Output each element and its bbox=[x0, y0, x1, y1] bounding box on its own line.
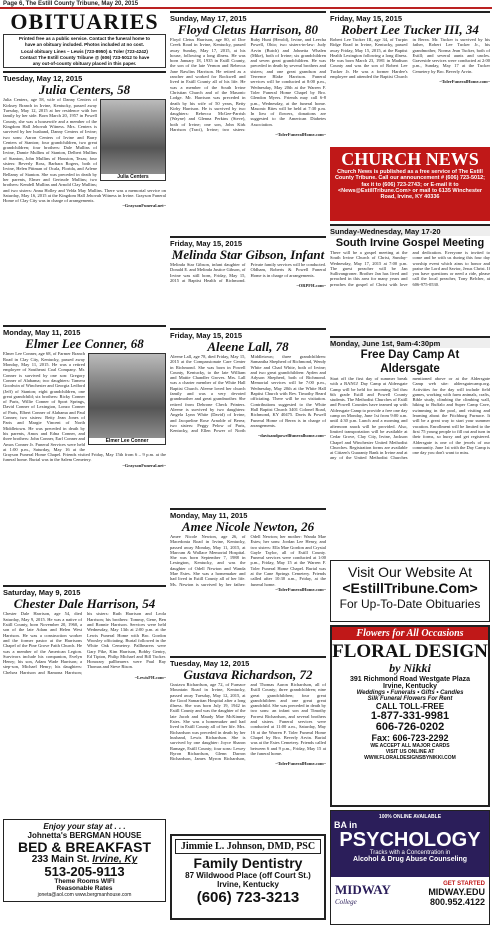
obituary-signature: ~GraysonFuneral.net~ bbox=[122, 203, 166, 209]
obituary-name: Floyd Cletus Harrison, 80 bbox=[177, 22, 319, 37]
church-news-box bbox=[330, 147, 490, 221]
obituary-gustava-richardson bbox=[170, 656, 326, 834]
notice-line: have an obituary included. Photos included at no cost. bbox=[24, 42, 145, 48]
dentist-ad bbox=[170, 834, 326, 920]
obituary-text: Robert Lee Tucker III, age 34, of Turpin Ridge Road in Irvine, Kentucky, passed away Friday, May 15, 2015, at the Baptist Health Lexington following a long illness. He was born March 23, 1981 in Madison County and was the son of Robert Lee Tucker Jr. He was a former Hardee's employee and attended the Baptist Church in Berea. Mr. Tucker is survived by his father, Robert Lee Tucker Jr., his grandmother, Norma Jean Tucker, both of Estill; and several aunts and uncles. Graveside services were conducted at 2:00 p.m., Sunday, May 17 at the Tucker Cemetery by Bro. Beverly Arvin. bbox=[330, 37, 490, 80]
obituary-signature: ~TolerFuneralHome.com~ bbox=[275, 761, 326, 767]
obituaries-title: OBITUARIES bbox=[10, 11, 159, 34]
obituary-name: Elmer Lee Conner, 68 bbox=[25, 336, 144, 352]
obituary-signature: ~TolerFuneralHome.com~ bbox=[439, 79, 490, 85]
obituary-floyd-harrison bbox=[170, 11, 326, 236]
floral-line: Weddings • Funerals • Gifts • Candles bbox=[356, 690, 464, 696]
obituary-signature: ~GraysonFuneral.net~ bbox=[122, 462, 166, 468]
ad-phone: 513-205-9113 bbox=[44, 864, 125, 880]
ad-web[interactable]: joneta@aol.com www.bergmanhouse.com bbox=[37, 892, 132, 899]
ad-line: Enjoy your stay at . . . bbox=[43, 822, 126, 832]
psychology-ad bbox=[330, 810, 490, 925]
obituary-name: Aleene Lall, 78 bbox=[207, 339, 289, 354]
ad-line: Johnetta's BERGMAN HOUSE bbox=[27, 831, 142, 841]
photo-caption: Julia Centers bbox=[101, 174, 165, 180]
obituary-signature: ~LewisFH.com~ bbox=[134, 675, 166, 681]
column-2 bbox=[170, 11, 326, 932]
obituary-date: Friday, May 15, 2015 bbox=[170, 236, 326, 248]
church-news-text: Church News is published as a free service of The Estill County Tribune. Call our announcement # (606) 723-5012; fax it to (606) 723-2743; or E-mail it to <News@EstillTribune.Com> or mail to 6135 Winchester Road, Irvine, KY 40336 bbox=[334, 169, 486, 201]
dentist-address: 87 Wildwood Place (off Court St.) bbox=[185, 871, 311, 880]
event-text: There will be a gospel meeting at the South Irvine Church of Christ, Sunday-Wednesday, May 17, 2015 at 7:00 p.m. The guest preacher will be Jan Sullivangroner. Brother Jan has lived and preached in this area for many years and preaches the gospel of Christ with love and dedication. Everyone is invited to come and be with us during this four day worship event which aims to honor and praise the Lord and Savior, Jesus Christ. If you have questions or need a ride, please call the local preacher, Tony Belcher, at 606-975-0530. bbox=[330, 250, 490, 287]
obituary-name: Melinda Star Gibson, Infant bbox=[171, 247, 325, 262]
floral-city: Irvine, Kentucky bbox=[382, 683, 438, 690]
notice-line: Printed free as a public service. Contact the funeral home to bbox=[18, 36, 151, 41]
floral-address: 391 Richmond Road Westgate Plaza bbox=[349, 676, 471, 683]
obituary-date: Monday, May 11, 2015 bbox=[170, 508, 326, 520]
floral-call: CALL TOLL-FREE bbox=[375, 702, 445, 711]
gospel-meeting bbox=[330, 224, 490, 336]
photo-julia-centers bbox=[100, 99, 166, 181]
obituary-amee-newton bbox=[170, 508, 326, 656]
obituary-date: Tuesday, May 12, 2015 bbox=[3, 71, 166, 83]
bed-and-breakfast-ad bbox=[3, 819, 166, 902]
obituary-text: Melinda Star Gibson, infant daughter of Donald E. and Melinda Justice Gibson, of Irvine was still born, Friday, May 15, 2015 at Baptist Health of Richmond. Private family services will be conducted. Oldham, Roberts & Powell Funeral Home is in charge of arrangements. bbox=[170, 262, 326, 283]
obituary-date: Friday, May 15, 2015 bbox=[330, 11, 490, 23]
website-promo bbox=[330, 560, 490, 622]
psych-web[interactable]: MIDWAY.EDU bbox=[428, 887, 485, 897]
obituary-date: Sunday, May 17, 2015 bbox=[170, 11, 326, 23]
page-header: Page 6, The Estill County Tribune, May 20, 2015 bbox=[0, 0, 492, 9]
floral-name2: by Nikki bbox=[389, 661, 431, 675]
ad-address: 233 Main St. bbox=[31, 854, 90, 866]
event-date: Monday, June 1st, 9am-4:30pm bbox=[330, 336, 490, 348]
obituary-aleene-lall bbox=[170, 328, 326, 508]
event-title: Free Day Camp At Aldersgate bbox=[360, 349, 460, 375]
obituary-text: Julia Centers, age 58, wife of Danny Centers of Kirksey Branch in Irvine, Kentucky, passed away Tuesday, May 12, 2015 at her residence with her family by her side. Born March 20, 1957 in Powell County, she was a housewife and a member of the Kingdom Hall Jehovah Witness. Mrs. Centers is survived by her husband, Danny Centers of Irvine; two sons: Aaron Centers of Irvine and Barry Centers of Stanton; four grandchildren, two great grandchildren; four brothers: Dale Mullins of Irvine, Damie Mullins of Stanton, Delbert Mullins of Stanton, John Mullins of Houston, Texas; four sisters: Beverly Ross, Barbara Rogers, both of Irvine, Helen Pittman of Ocala, Florida, and Arlene Bellamy of Stanton. She was preceded in death by her parents, Elmer and Gertrude Mullins; two brothers: Kendell Mullins and Arnold Clay Mullins; and two sisters: Anna Holley and Velda May Mullins. There was a memorial service on Saturday, May 16, 2015 at the Kingdom Hall Jehovah Witness in Irvine. Grayson Funeral Home of Clay City was in charge of arrangements. bbox=[3, 97, 166, 204]
obituary-melinda-gibson bbox=[170, 236, 326, 328]
promo-line: For Up-To-Date Obituaries bbox=[339, 597, 481, 611]
obituary-text: Floyd Cletus Harrison, age 80, of Doe Creek Road in Irvine, Kentucky, passed away Sunday, May 17, 2015, at his house, following a long illness. He was born January 18, 1935 in Estill County, the son of the late Vernon and Rebecca Jane Rawlins Harrison. He retired as a rancher and worked for Rockwell and lived in Estill County all of his life. He was a member of the South Irvine Christian Church and of the Masonic Lodge. Mr. Harrison was preceded in death by his wife of 50 years, Betty Kirby Harrison. He is survived by two daughters: Rebecca McGee-Parrish (Wayne) and Glenna Perkins (Steve), both of Irvine; one son, John Kirk Harrison (Traci), Irvine; two sisters: Ruby Hunt (Herold), Irvine, and Leecha Powell, Ohio; two sisters-in-law: Judy Arvin (Butch) and Johnetta Whalen (Mike), both of Irvine; six grandchildren and seven great grandchildren. He was preceded in death by several brothers and sisters; and one great grandson and Terrence Blake Harrison. Funeral services will be conducted at 8:00 p.m., Wednesday, May 20th at the Warren F. Toler Funeral Home Chapel by Bro. Glendon Myers. Friends may call 6-8 p.m., Wednesday, at the funeral home. Masonic Rites will be held at 7:30 p.m. In lieu of flowers, donations are suggested to the American Diabetes Association. bbox=[170, 37, 326, 133]
obituary-julia-centers bbox=[3, 71, 166, 325]
obituary-name: Julia Centers, 58 bbox=[38, 82, 131, 98]
obituary-chester-harrison bbox=[3, 585, 166, 819]
psych-line: Tracks with a Concentration in bbox=[369, 850, 451, 856]
college-logo: MIDWAY bbox=[335, 882, 391, 897]
floral-cards: WE ACCEPT ALL MAJOR CARDS bbox=[370, 743, 450, 749]
dentist-city: Irvine, Kentucky bbox=[217, 880, 279, 889]
column-3 bbox=[330, 11, 490, 932]
obituary-name: Chester Dale Harrison, 54 bbox=[13, 596, 156, 612]
obituary-text: Chester Dale Harrison, age 54, died Saturday, May 9, 2015. He was a native of Estill County, born November 20, 1960, a son of the late Adam and Helen West Harrison. He was a construction worker and the former pastor at the Harrisons Chapel of the Pine Grove Faith Church. He was a member of the American Legion. Survivors include his companion, Evelyn Henry; his son, Adam Wade Harrison; a step-son, Michael Henry; his daughters: Chelsea Harrison and Ramona Harrison; his sisters: Ruth Harrison and Leola Harrison; his brothers: Tommy, Gene, Ben and Ronnie Harrison. Services were held Wednesday, May 13th at 2:00 p.m. at the Lewis Funeral Home with Bro. Gordon Woosley officiating. Burial followed in the White Oak Cemetery. Pallbearers were Gary Pike, Kim Harrison, Bobby Gentry, Ed Tipton, Philip Michael and Bill Tucker. Honorary pallbearers were Paul Ray Thomas and Steve Rison. bbox=[3, 611, 166, 675]
obituary-elmer-conner bbox=[3, 325, 166, 585]
floral-web-label: VISIT US ONLINE AT bbox=[385, 749, 435, 755]
psych-ba: BA in bbox=[334, 820, 358, 830]
obituary-signature: ~TolerFuneralHome.com~ bbox=[275, 586, 326, 592]
floral-silk: Silk Funeral Flowers For Rent bbox=[367, 696, 453, 702]
aldersgate-day-camp bbox=[330, 336, 490, 558]
ad-line: Theme Rooms WIFI bbox=[54, 878, 115, 886]
floral-fax: Fax: 606-723-2292 bbox=[371, 733, 449, 743]
ad-city: Irvine, Ky bbox=[92, 854, 138, 866]
dentist-phone: (606) 723-3213 bbox=[196, 889, 300, 906]
obituary-name: Gustava Richardson, 72 bbox=[183, 667, 313, 682]
floral-phone: 606-726-0202 bbox=[375, 721, 445, 733]
floral-phone: 1-877-331-9981 bbox=[370, 710, 450, 722]
obituary-name: Amee Nicole Newton, 26 bbox=[181, 519, 315, 534]
obituary-date: Saturday, May 9, 2015 bbox=[3, 585, 166, 597]
psych-cta[interactable]: GET STARTED bbox=[443, 881, 485, 887]
floral-url[interactable]: WWW.FLORALDESIGNSBYNIKKI.COM bbox=[364, 755, 456, 761]
photo-elmer-conner bbox=[88, 353, 166, 445]
notice-line: Local obituary Lines – Lewis (723-8950) & Toler (723-4242) bbox=[21, 48, 148, 54]
notice-line: Contact The Estill County Tribune @ (606) 723-5012 to have bbox=[19, 54, 150, 60]
obituary-text: Amee Nicole Newton, age 26, of Macedonia Road in Irvine, Kentucky, passed away Monday, May 11, 2015, at Marcum & Wallace Memorial Hospital. She was born September 7, 1988 in Lexington, Kentucky, and was the daughter of Odell Newton and Wanda Mae Estes. She was a homemaker and had lived in Estill County all of her life. Ms. Newton is survived by her father: Odell Newton; her mother: Wanda Mae Estes; her sons: Jordan Lee Henry, and two sisters: Ella Mae Gordon and Crystal Gayle Taylor, all of Estill County. Funeral services were conducted at 1:00 p.m., Friday, May 15 at the Warren F. Toler Funeral Home Chapel. Burial was at the Cane Springs Cemetery. Friends called after 10:30 a.m., Friday, at the funeral home. bbox=[170, 534, 326, 587]
obituary-signature: ~davisandpowellfuneralhome.com~ bbox=[257, 433, 326, 439]
obituary-signature: ~ORPFH.com~ bbox=[296, 283, 326, 289]
event-title: South Irvine Gospel Meeting bbox=[335, 237, 485, 249]
floral-design-ad bbox=[330, 625, 490, 807]
obituary-robert-tucker bbox=[330, 11, 490, 147]
promo-line: Visit Our Website At bbox=[348, 564, 472, 580]
obituary-date: Friday, May 15, 2015 bbox=[170, 328, 326, 340]
obituary-text: Elmer Lee Conner, age 68, of Farmer Branch Road in Clay City, Kentucky, passed away Monday, May 11, 2015. He was a retired employee of Southeast Coal Company. Mr. Conner is survived by one son: Gregory Conner of Alabama; two daughters: Tamera Goodwin of Winchester and Georgia Ledford (Jeff) of Stanton; eight grandchildren, one great grandchild; six brothers: Ricky Conner of Paris, Willie Conner of Sport Springs, David Conner of Lexington, Lonzo Conner of Paris, Elbert Conner of Alabama and Paul Conner; two sisters: Betty Jean Jones of Paris and Margie Vincent of North Middletown. He was preceded in death by his parents, Amos and Edna Conner, and three brothers: John Conner, Earl Conner and Amos Conner Jr. Funeral Services were held at 1:00 p.m., Saturday, May 16 at the Grayson Funeral Home Chapel. Friends visited Friday, May 15th from 6 – 9 p.m. at the funeral home. Burial was in the Salem Cemetery. bbox=[3, 351, 166, 463]
obituary-date: Monday, May 11, 2015 bbox=[3, 325, 166, 337]
ad-line: Reasonable Rates bbox=[56, 885, 113, 893]
obituary-text: Gustava Richardson, age 72, of Furnace Mountain Road in Irvine, Kentucky, passed away Tuesday, May 12, 2015, at the Good Samaritan Hospital after a long illness. She was born July 19, 1942 in Estill County and was the daughter of the late Jacob and Maudy Mae McKinney Estes. She was a homemaker and had lived in Estill County all of her life. Mrs. Richardson was preceded in death by her husband, Lewis Richardson. She is survived by one daughter: Joyce Sharon Ramage, Estill County; four sons: Lewey Byron Richardson, Glenn Darron Richardson, James Myron Richardson, and Thomas Aaron Richardson, all of Estill County; three grandchildren; nine great grandchildren; four great grandchildren and one great great grandchild. She was preceded in death by two sons: an infant son and Timothy Forrest Richardson, and several brothers and sisters. Funeral services were conducted at 11:00 a.m., Saturday, May 16 at the Warren F. Toler Funeral Home Chapel by Bro. Beverly Arvin. Burial was at the Estes Cemetery. Friends called between 6 and 9 p.m., Friday, May 15 at the funeral home. bbox=[170, 682, 326, 762]
obituary-notice bbox=[3, 34, 166, 68]
floral-top: Flowers for All Occasions bbox=[332, 627, 488, 640]
psych-small: 100% ONLINE AVAILABLE bbox=[378, 814, 442, 820]
obituary-text: Aleene Lall, age 78, died Friday, May 15, 2015 at the Compassionate Care Center in Richmond. She was born in Powell County, Kentucky, to the late William and Mattie Chandler Groves. Mrs. Lall was a charter member of the White Hall Baptist Church. Aleene loved her church family and was a very devoted grandmother and great grandmother. She retired from Dehrone Check Printers. Aleene is survived by two daughters: Angela Lynn White (David) of Irvine, and Jacqueline Rose Arnolde of Berea; two sisters: Peggy Pelow of Paris, Kentucky, and Ellen Power of North Middletown; three grandchildren: Samantha Shepherd of Richmond, Wendy White and Chad White, both of Irvine; and two great grandchildren: Ayden and Adyson Shepherd, both of Richmond. Memorial services will be 7:00 p.m., Wednesday, May 20th at the White Hall Baptist Church with Rev. Timothy Beard officiating. There will be no visitation. Contributions suggested to the White Hall Baptist Church 3401 Colonel Road, Richmond, KY 40475. Davis & Powell Funeral Home of Berea is in charge of arrangements. bbox=[170, 354, 326, 434]
photo-caption: Elmer Lee Conner bbox=[89, 438, 165, 444]
event-date: Sunday-Wednesday, May 17-20 bbox=[330, 224, 490, 236]
obituary-date: Tuesday, May 12, 2015 bbox=[170, 656, 326, 668]
college-logo-sub: College bbox=[335, 898, 357, 906]
notice-line: any out-of-county obituary placed in this paper. bbox=[32, 61, 137, 67]
dentist-line: Family Dentistry bbox=[193, 855, 303, 871]
ad-line: BED & BREAKFAST bbox=[17, 839, 151, 856]
obituary-name: Robert Lee Tucker III, 34 bbox=[341, 22, 479, 37]
church-news-title: CHURCH NEWS bbox=[341, 149, 479, 169]
promo-url[interactable]: <EstillTribune.Com> bbox=[342, 580, 478, 596]
floral-name: FLORAL DESIGN bbox=[332, 641, 488, 662]
psych-title: PSYCHOLOGY bbox=[339, 829, 481, 851]
column-1 bbox=[3, 11, 166, 932]
psych-phone: 800.952.4122 bbox=[429, 897, 485, 907]
obituary-signature: ~TolerFuneralHome.com~ bbox=[275, 132, 326, 138]
dentist-name: Jimmie L. Johnson, DMD, PSC bbox=[175, 839, 321, 854]
event-text: Start off the first day of summer break with a BANG! Day Camp at Aldersgate Camp will be held for incoming 3rd thru 6th grade Estill and Powell County students. The Methodist Churches of Estill and Powell Counties have teamed up with Aldersgate Camp to provide a free one day camp on Monday, June 1st from 9:00 a.m. until 4:30 p.m. Lunch and a morning and afternoon snack will be provided. Also, limited transportation will be available at Cedar Grove, Clay City, Irvine, Jackson Chapel and Winchester United Methodist Churches. Registration forms are available at Citizen's Guaranty Bank in Irvine and at any of the United Methodist Churches mentioned above or at the Aldersgate Camp web site: aldersgatecamp.org. Activities for the day will include field games, working with farm animals, crafts, Bible study, climbing the climbing wall, hiking to Buffalo and Super Camp Cave, swimming in the pool, and visiting and learning about the Fitchburg Furnace. It will be a great way to start your summer vacation. Enrollment will be limited to the first 75 young people to fill out and turn in their forms, so hurry and get registered. Aldersgate is one of the jewels of our community. June 1st with the Day Camp is one day you don't want to miss. bbox=[330, 376, 490, 461]
psych-line: Alcohol & Drug Abuse Counseling bbox=[352, 856, 468, 863]
